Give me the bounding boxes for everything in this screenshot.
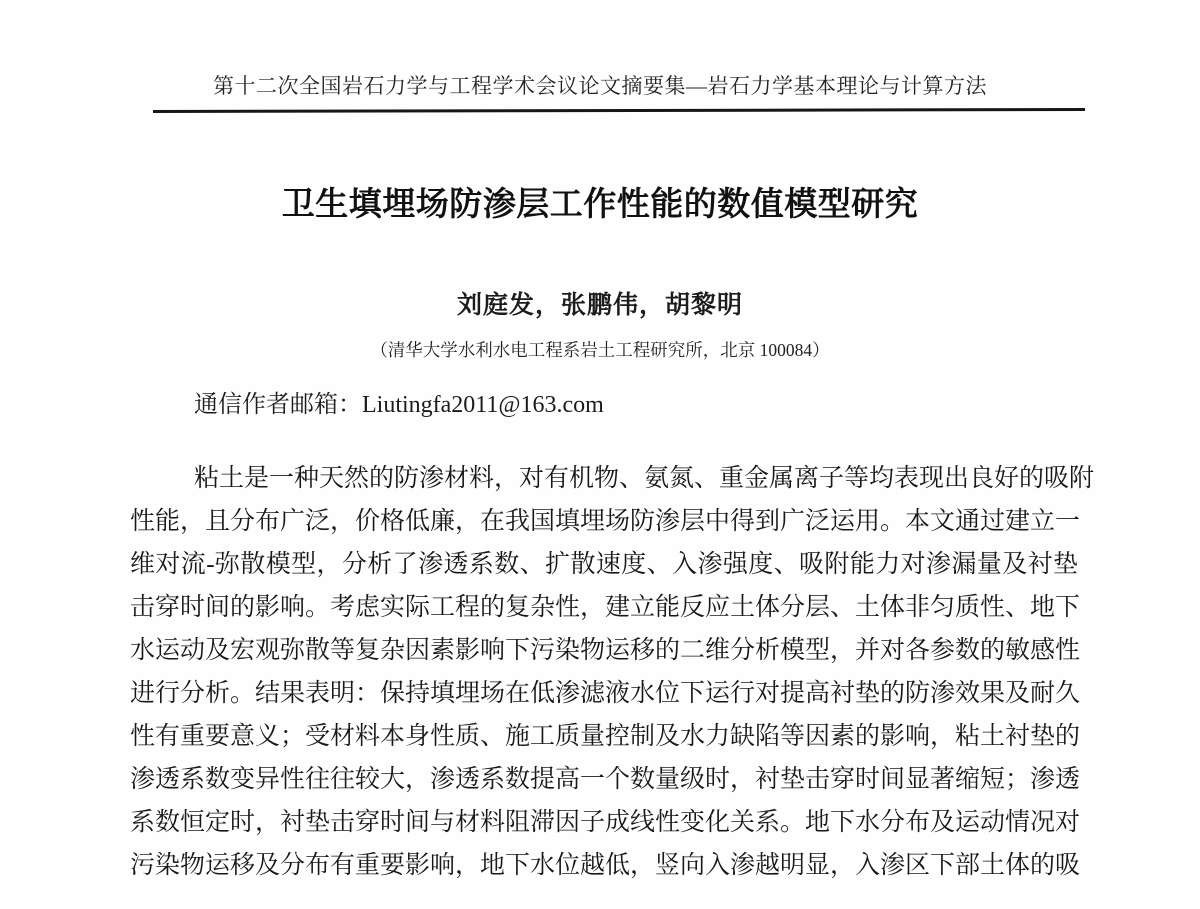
running-header: 第十二次全国岩石力学与工程学术会议论文摘要集—岩石力学基本理论与计算方法 xyxy=(213,74,987,98)
header-rule xyxy=(153,108,1085,113)
abstract-paragraph xyxy=(130,457,1095,887)
correspondence-email: Liutingfa2011@163.com xyxy=(362,392,604,418)
abstract-line: 粘土是一种天然的防渗材料，对有机物、氨氮、重金属离子等均表现出良好的吸附 xyxy=(194,465,1095,492)
correspondence-line xyxy=(130,384,1078,419)
abstract-line: 污染物运移及分布有重要影响，地下水位越低，竖向入渗越明显，入渗区下部土体的吸 xyxy=(130,852,1081,879)
affiliation-line: （清华大学水利水电工程系岩土工程研究所，北京 100084） xyxy=(370,340,830,360)
correspondence-label: 通信作者邮箱： xyxy=(194,392,362,418)
abstract-line: 系数恒定时，衬垫击穿时间与材料阻滞因子成线性变化关系。地下水分布及运动情况对 xyxy=(130,809,1081,836)
authors-line: 刘庭发，张鹏伟，胡黎明 xyxy=(456,292,743,319)
abstract-line: 渗透系数变异性往往较大，渗透系数提高一个数量级时，衬垫击穿时间显著缩短；渗透 xyxy=(130,766,1081,793)
abstract-line: 维对流-弥散模型，分析了渗透系数、扩散速度、入渗强度、吸附能力对渗漏量及衬垫 xyxy=(130,551,1078,578)
abstract-line: 水运动及宏观弥散等复杂因素影响下污染物运移的二维分析模型，并对各参数的敏感性 xyxy=(130,637,1081,664)
abstract-line: 性有重要意义；受材料本身性质、施工质量控制及水力缺陷等因素的影响，粘土衬垫的 xyxy=(130,723,1081,750)
abstract-line: 性能，且分布广泛，价格低廉，在我国填埋场防渗层中得到广泛运用。本文通过建立一 xyxy=(130,508,1081,535)
abstract-line: 击穿时间的影响。考虑实际工程的复杂性，建立能反应土体分层、土体非匀质性、地下 xyxy=(130,594,1081,621)
paper-title: 卫生填埋场防渗层工作性能的数值模型研究 xyxy=(281,185,919,222)
abstract-line: 进行分析。结果表明：保持填埋场在低渗滤液水位下运行对提高衬垫的防渗效果及耐久 xyxy=(130,680,1081,707)
